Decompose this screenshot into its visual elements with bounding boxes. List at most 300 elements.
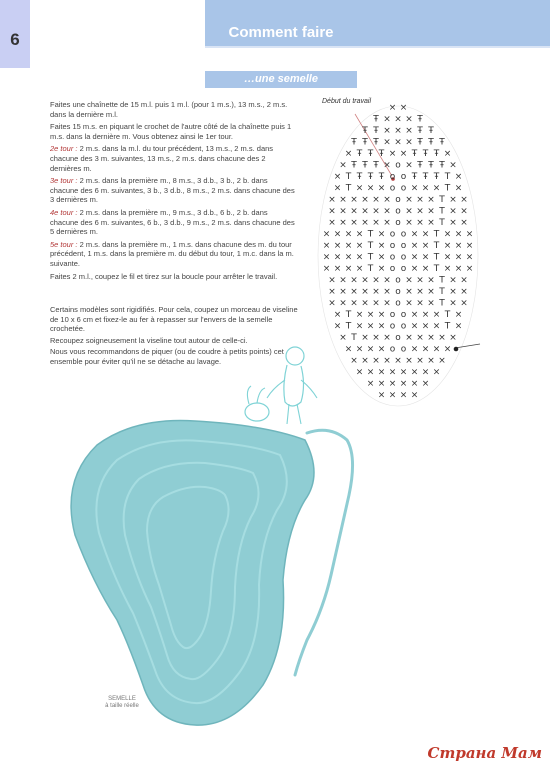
stitch-symbol: Ŧ (351, 160, 357, 171)
stitch-symbol: × (465, 264, 474, 274)
stitch-symbol: × (432, 344, 441, 355)
stitch-symbol: T (439, 298, 445, 309)
stitch-symbol: × (454, 264, 463, 274)
stitch-symbol: × (454, 310, 463, 320)
stitch-symbol: × (372, 275, 380, 286)
crocheted-sole-photo (55, 415, 355, 735)
stitch-symbol: × (449, 160, 457, 171)
stitch-symbol: o (395, 287, 401, 297)
stitch-symbol: × (333, 252, 342, 263)
stitch-symbol: Ŧ (417, 114, 423, 125)
stitch-symbol: Ŧ (362, 137, 368, 148)
stitch-symbol: T (367, 229, 374, 240)
stitch-symbol: × (344, 264, 353, 274)
stitch-symbol: × (339, 287, 347, 297)
stitch-symbol: × (405, 160, 413, 171)
stitch-symbol: T (444, 183, 451, 194)
stitch-symbol: × (449, 218, 457, 228)
stitch-symbol: Ŧ (373, 126, 379, 136)
stitch-symbol: × (421, 344, 430, 355)
instruction-chain: Faites une chaînette de 15 m.l. puis 1 m.l. (pour 1 m.s.), 13 m.s., 2 m.s. dans la dernière m.l. (50, 100, 288, 119)
stitch-symbol: × (405, 275, 413, 286)
stitch-symbol: Ŧ (428, 160, 434, 171)
instruction-round-3 (50, 176, 295, 205)
stitch-grid (323, 103, 474, 401)
stitch-symbol: × (328, 287, 336, 297)
stitch-symbol: × (405, 137, 413, 148)
stitch-symbol: × (388, 367, 397, 378)
stitch-symbol: × (333, 172, 342, 182)
stitch-symbol: Ŧ (428, 126, 434, 136)
stitch-symbol: × (416, 298, 424, 309)
stitch-symbol: × (339, 333, 347, 343)
stitch-symbol: × (383, 137, 391, 148)
stitch-symbol: Ŧ (417, 126, 423, 136)
stitch-symbol: Ŧ (439, 160, 445, 171)
stitch-symbol: × (443, 229, 452, 240)
stitch-symbol: × (350, 195, 358, 205)
stitch-symbol: × (383, 287, 391, 297)
stitch-symbol: × (355, 264, 364, 274)
stitch-symbol: T (433, 252, 440, 263)
stitch-symbol: × (427, 356, 435, 366)
stitch-symbol: o (400, 241, 407, 251)
stitch-symbol: × (416, 195, 424, 205)
stitch-symbol: × (366, 379, 375, 389)
stitch-symbol: Ŧ (422, 149, 429, 159)
stitch-symbol: × (333, 264, 342, 274)
photo-caption (92, 696, 152, 710)
stitch-symbol: × (366, 183, 375, 194)
stitch-symbol: × (405, 195, 413, 205)
note-trim: Recoupez soigneusement la viseline tout autour de celle-ci. (50, 335, 248, 345)
stitch-symbol: × (410, 264, 419, 274)
stitch-symbol: Ŧ (356, 172, 363, 182)
stitch-symbol: o (389, 241, 396, 251)
note-stiffening: Certains modèles sont rigidifiés. Pour cela, coupez un morceau de viseline de 10 x 6 cm et fixez-le au fer à repasser sur l'envers de la semelle crochetée. (50, 305, 298, 334)
stitch-symbol: × (355, 183, 364, 194)
stitch-symbol: × (377, 390, 386, 401)
stitch-symbol: × (361, 275, 369, 286)
stitch-symbol: × (421, 321, 430, 332)
stitch-symbol: Ŧ (373, 137, 379, 148)
stitch-symbol: × (405, 126, 413, 136)
stitch-symbol: T (367, 241, 374, 251)
stitch-symbol: × (383, 356, 391, 366)
stitch-symbol: × (454, 229, 463, 240)
stitch-symbol: × (394, 126, 402, 136)
stitch-symbol: × (394, 137, 402, 148)
stitch-symbol: T (444, 321, 451, 332)
stitch-symbol: × (454, 321, 463, 332)
stitch-symbol: × (366, 344, 375, 355)
stitch-symbol: × (355, 321, 364, 332)
stitch-symbol: × (460, 275, 468, 286)
stitch-symbol: × (355, 344, 364, 355)
stitch-symbol: Ŧ (411, 149, 418, 159)
stitch-symbol: × (410, 367, 419, 378)
stitch-symbol: × (322, 252, 331, 263)
stitch-symbol: Ŧ (362, 160, 368, 171)
stitch-symbol: × (350, 287, 358, 297)
stitch-symbol: Ŧ (417, 160, 423, 171)
stitch-symbol: × (460, 298, 468, 309)
stitch-symbol: × (427, 218, 435, 228)
stitch-symbol: × (344, 252, 353, 263)
stitch-symbol: × (454, 252, 463, 263)
stitch-symbol: × (328, 206, 336, 217)
stitch-symbol: × (460, 195, 468, 205)
stitch-symbol: × (361, 287, 369, 297)
stitch-symbol: × (383, 160, 391, 171)
round-5-text: 2 m.s. dans la première m., 1 m.s. dans chacune des m. du tour précédent, 1 m.s. dans la première m. du début du tour, 1 m.c. dans la m. suivante. (50, 239, 294, 268)
stitch-symbol: × (372, 356, 380, 366)
stitch-symbol: T (433, 264, 440, 274)
stitch-symbol: × (454, 241, 463, 251)
stitch-symbol: × (410, 379, 419, 389)
stitch-symbol: × (361, 195, 369, 205)
stitch-symbol: T (439, 206, 445, 217)
diagram-start-label: Début du travail (322, 98, 372, 105)
stitch-symbol: o (389, 172, 396, 182)
stitch-symbol: Ŧ (422, 172, 429, 182)
stitch-symbol: × (421, 229, 430, 240)
stitch-symbol: T (345, 183, 352, 194)
stitch-symbol: × (399, 103, 408, 113)
note-stitch: Nous vous recommandons de piquer (ou de coudre à petits points) cet ensemble pour éviter qu'il ne se détache au lavage. (50, 347, 284, 366)
stitch-symbol: × (427, 287, 435, 297)
stitch-symbol: × (438, 356, 446, 366)
stitch-symbol: × (410, 241, 419, 251)
stitch-symbol: × (460, 206, 468, 217)
stitch-symbol: × (383, 333, 391, 343)
stitch-symbol: o (389, 252, 396, 263)
stitch-symbol: × (465, 229, 474, 240)
page-title: Comment faire (228, 24, 334, 41)
stitch-symbol: × (383, 275, 391, 286)
stitch-symbol: o (395, 333, 401, 343)
stitch-symbol: × (416, 206, 424, 217)
stitch-symbol: × (355, 310, 364, 320)
stitch-symbol: × (339, 275, 347, 286)
stitch-symbol: × (350, 275, 358, 286)
stitch-symbol: × (350, 298, 358, 309)
stitch-symbol: × (460, 287, 468, 297)
stitch-symbol: × (383, 126, 391, 136)
stitch-symbol: × (416, 287, 424, 297)
stitch-symbol: × (443, 241, 452, 251)
stitch-symbol: × (388, 390, 397, 401)
stitch-symbol: × (443, 264, 452, 274)
stitch-symbol: × (344, 149, 353, 159)
stitch-symbol: × (421, 241, 430, 251)
stitch-symbol: × (432, 321, 441, 332)
stitch-symbol: T (433, 229, 440, 240)
stitch-symbol: × (339, 206, 347, 217)
stitch-symbol: × (322, 241, 331, 251)
stitch-symbol: Ŧ (433, 149, 440, 159)
stitch-symbol: × (421, 264, 430, 274)
stitch-symbol: × (443, 344, 452, 355)
stitch-symbol: × (383, 206, 391, 217)
stitch-symbol: × (339, 160, 347, 171)
site-watermark: Страна Мам (427, 744, 542, 762)
stitch-symbol: × (377, 367, 386, 378)
stitch-symbol: × (350, 206, 358, 217)
stitch-symbol: × (410, 229, 419, 240)
stitch-symbol: × (454, 183, 463, 194)
stitch-symbol: × (394, 356, 402, 366)
stitch-symbol: × (449, 287, 457, 297)
stitch-symbol: Ŧ (433, 172, 440, 182)
stitch-symbol: × (344, 229, 353, 240)
instruction-round-1: Faites 15 m.s. en piquant le crochet de l'autre côté de la chaînette puis 1 m.s. dans la dernière m. Vous obtenez ainsi le 1er tour. (50, 122, 292, 141)
stitch-symbol: × (465, 252, 474, 263)
header-divider (205, 46, 550, 48)
stitch-symbol: × (432, 183, 441, 194)
photo-caption-line2: à taille réelle (105, 703, 139, 709)
stitch-symbol: T (439, 275, 445, 286)
stitch-symbol: × (432, 367, 441, 378)
stitch-symbol: × (416, 218, 424, 228)
stitch-symbol: o (389, 264, 396, 274)
stitch-symbol: T (444, 172, 451, 182)
stitch-symbol: × (394, 114, 402, 125)
stitch-symbol: × (361, 333, 369, 343)
stitch-symbol: × (333, 183, 342, 194)
stitch-symbol: × (361, 206, 369, 217)
stitch-symbol: × (416, 356, 424, 366)
stitch-symbol: Ŧ (367, 172, 374, 182)
stitch-symbol: × (361, 298, 369, 309)
stitch-symbol: × (377, 310, 386, 320)
round-4-label: 4e tour : (50, 207, 78, 217)
stitch-symbol: × (377, 183, 386, 194)
stitch-symbol: × (377, 379, 386, 389)
crochet-diagram (300, 96, 500, 421)
round-5-label: 5e tour : (50, 239, 78, 249)
stitch-symbol: o (389, 321, 396, 332)
stitch-symbol: × (377, 264, 386, 274)
stitch-symbol: × (388, 149, 397, 159)
round-4-text: 2 m.s. dans la première m., 9 m.s., 3 d.b., 6 b., 2 b. dans chacune des 6 m. suivantes, 6 b., 3 d.b., 9 m.s., 2 m.s. dans chacune des 5 dernières m. (50, 207, 295, 237)
stitch-symbol: × (410, 310, 419, 320)
stitch-symbol: o (389, 310, 396, 320)
stitch-symbol: o (400, 183, 407, 194)
stitch-symbol: × (355, 229, 364, 240)
stitch-symbol: × (350, 218, 358, 228)
stitch-symbol: Ŧ (428, 137, 434, 148)
stitch-symbol: Ŧ (439, 137, 445, 148)
stitch-symbol: × (438, 333, 446, 343)
stitch-symbol: o (389, 183, 396, 194)
stitch-symbol: o (389, 229, 396, 240)
stitch-symbol: T (345, 172, 352, 182)
stitch-symbol: Ŧ (373, 114, 379, 125)
stitch-symbol: × (432, 310, 441, 320)
stitch-symbol: × (322, 264, 331, 274)
stitch-symbol: × (333, 229, 342, 240)
stitch-symbol: Ŧ (411, 172, 418, 182)
stitch-symbol: × (449, 195, 457, 205)
instruction-finish: Faites 2 m.l., coupez le fil et tirez sur la boucle pour arrêter le travail. (50, 271, 278, 281)
stitch-symbol: × (399, 390, 408, 401)
instruction-round-2 (50, 144, 295, 173)
stitch-symbol: × (339, 195, 347, 205)
stitch-symbol: o (395, 195, 401, 205)
stitch-symbol: × (410, 321, 419, 332)
stitch-symbol: × (366, 321, 375, 332)
stitch-symbol: × (449, 206, 457, 217)
stitch-symbol: o (400, 344, 407, 355)
stitch-symbol: T (433, 241, 440, 251)
round-3-label: 3e tour : (50, 176, 78, 186)
stitch-symbol: × (372, 298, 380, 309)
stitch-symbol: o (395, 275, 401, 286)
stitch-symbol: × (372, 218, 380, 228)
stitch-symbol: × (421, 367, 430, 378)
stitch-symbol: × (339, 298, 347, 309)
stitch-symbol: T (345, 310, 352, 320)
stitch-symbol: × (421, 183, 430, 194)
stitch-symbol: Ŧ (351, 137, 357, 148)
stitch-symbol: × (355, 241, 364, 251)
stitch-symbol: T (439, 218, 445, 228)
stitch-symbol: Ŧ (362, 126, 368, 136)
stitch-symbol: × (399, 379, 408, 389)
stitch-symbol: × (399, 149, 408, 159)
stitch-symbol: × (421, 310, 430, 320)
stitch-symbol: × (388, 379, 397, 389)
stitch-symbol: × (344, 344, 353, 355)
stitch-symbol: × (328, 275, 336, 286)
page-number: 6 (10, 30, 20, 49)
stitch-symbol: T (367, 264, 374, 274)
stitch-symbol: × (344, 241, 353, 251)
stitch-symbol: × (339, 218, 347, 228)
stitch-symbol: × (427, 298, 435, 309)
stitch-symbol: × (372, 206, 380, 217)
stitch-symbol: o (400, 321, 407, 332)
stitch-symbol: × (449, 298, 457, 309)
stitch-symbol: × (410, 252, 419, 263)
stitch-symbol: × (366, 310, 375, 320)
stitch-symbol: × (361, 218, 369, 228)
stitch-symbol: × (355, 252, 364, 263)
stitch-symbol: × (377, 241, 386, 251)
stitch-symbol: o (400, 310, 407, 320)
stitch-symbol: × (333, 321, 342, 332)
stitch-symbol: o (395, 298, 401, 309)
stitch-symbol: Ŧ (367, 149, 374, 159)
stitch-symbol: × (405, 287, 413, 297)
stitch-symbol: T (367, 252, 374, 263)
stitch-symbol: × (449, 333, 457, 343)
stitch-symbol: × (383, 298, 391, 309)
stitch-symbol: o (400, 264, 407, 274)
end-pointer-line (455, 344, 480, 348)
stitch-symbol: × (333, 310, 342, 320)
stitch-symbol: × (366, 367, 375, 378)
stitch-symbol: o (395, 206, 401, 217)
stitch-symbol: × (449, 275, 457, 286)
stitch-symbol: Ŧ (356, 149, 363, 159)
stitch-symbol: × (399, 367, 408, 378)
stitch-symbol: × (372, 333, 380, 343)
stitch-symbol: × (405, 298, 413, 309)
stitch-symbol: Ŧ (373, 160, 379, 171)
stitch-symbol: T (439, 195, 445, 205)
stitch-symbol: o (400, 252, 407, 263)
stitch-symbol: × (388, 103, 397, 113)
stitch-symbol: × (377, 252, 386, 263)
stitch-symbol: × (460, 218, 468, 228)
stitch-symbol: × (421, 379, 430, 389)
stitch-symbol: × (421, 252, 430, 263)
photo-caption-line1: SEMELLE (108, 696, 136, 702)
stitch-symbol: o (389, 344, 396, 355)
stitch-symbol: × (328, 298, 336, 309)
stitch-symbol: × (465, 241, 474, 251)
stitch-symbol: × (427, 195, 435, 205)
instructions-block (50, 100, 295, 284)
stitch-symbol: × (443, 149, 452, 159)
stitch-symbol: T (439, 287, 445, 297)
stitch-symbol: × (405, 206, 413, 217)
section-subtitle: …une semelle (244, 73, 318, 85)
stitch-symbol: × (427, 275, 435, 286)
stitch-symbol: × (333, 241, 342, 251)
stitch-symbol: × (372, 287, 380, 297)
stitch-symbol: × (427, 333, 435, 343)
stitch-symbol: o (400, 229, 407, 240)
stitch-symbol: T (345, 321, 352, 332)
round-2-label: 2e tour : (50, 144, 78, 154)
stitch-symbol: × (416, 333, 424, 343)
round-2-text: 2 m.s. dans la m.l. du tour précédent, 13 m.s., 2 m.s. dans chacune des 3 m. suivantes, 13 m.s., 2 m.s. dans chacune des 2 dernières m. (50, 144, 274, 173)
stitch-symbol: × (405, 356, 413, 366)
round-3-text: 2 m.s. dans la première m., 8 m.s., 3 d.b., 3 b., 2 b. dans chacune des 6 m. suivantes, 3 b., 3 d.b., 8 m.s., 2 m.s. dans chacune des 3 dernières m. (50, 176, 295, 205)
stitch-symbol: × (328, 218, 336, 228)
stitch-symbol: × (383, 114, 391, 125)
stitch-symbol: × (410, 344, 419, 355)
stitch-symbol: × (454, 172, 463, 182)
stitch-symbol: × (361, 356, 369, 366)
stitch-symbol: Ŧ (378, 149, 385, 159)
stitch-symbol: × (328, 195, 336, 205)
stitch-symbol: × (410, 390, 419, 401)
stitch-symbol: × (427, 206, 435, 217)
stitch-symbol: T (444, 310, 451, 320)
stitch-symbol: o (395, 160, 401, 171)
stitch-symbol: × (416, 275, 424, 286)
stitch-symbol: × (355, 367, 364, 378)
stitch-symbol: × (377, 229, 386, 240)
stitch-symbol: × (443, 252, 452, 263)
stitch-symbol: × (322, 229, 331, 240)
instruction-round-4 (50, 208, 295, 237)
stitch-symbol: × (410, 183, 419, 194)
stitch-symbol: × (405, 218, 413, 228)
instruction-round-5 (50, 240, 295, 269)
stitch-symbol: × (350, 356, 358, 366)
stitch-symbol: o (400, 172, 407, 182)
stitch-symbol: o (395, 218, 401, 228)
stitch-symbol: × (383, 218, 391, 228)
stitch-symbol: × (377, 344, 386, 355)
stitch-symbol: × (405, 114, 413, 125)
stitch-symbol: T (351, 333, 357, 343)
